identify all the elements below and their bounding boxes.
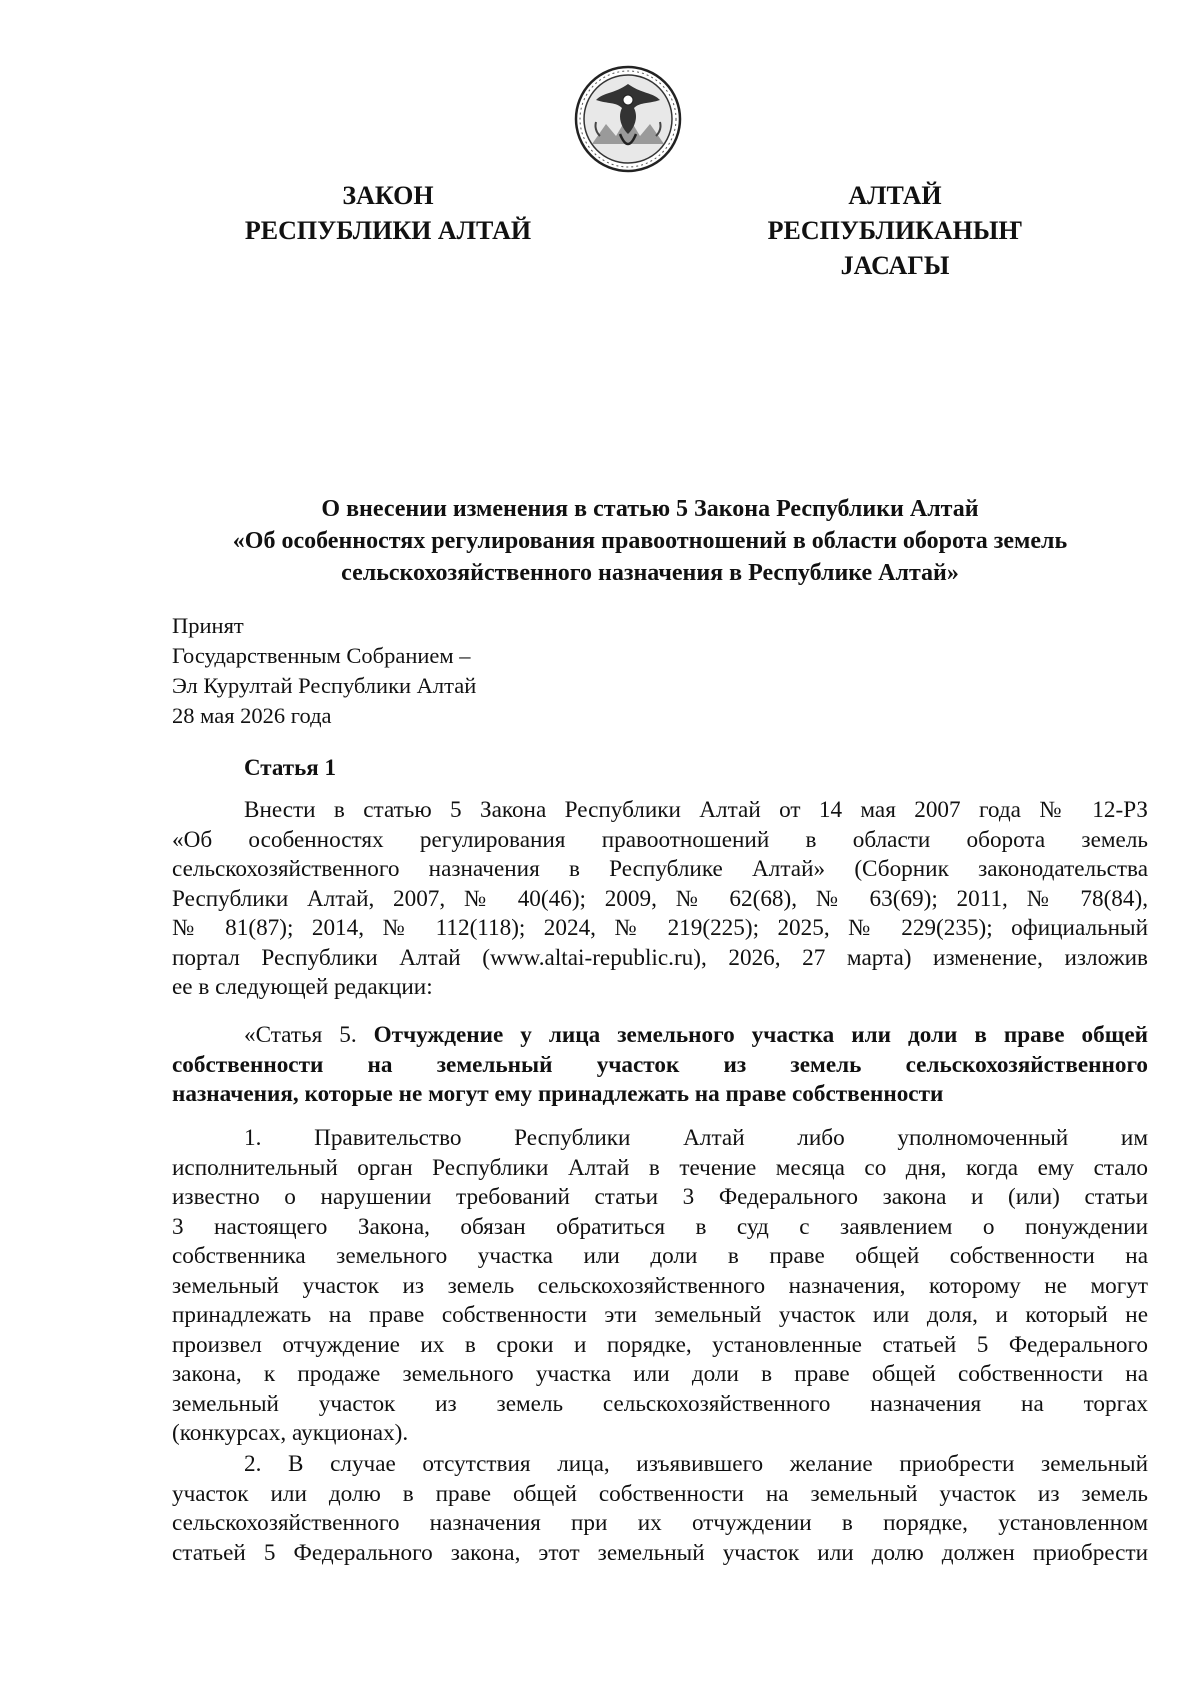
text-line: Республики Алтай, 2007, № 40(46); 2009, № 62(68), № 63(69); 2011, № 78(84), [172, 885, 1148, 912]
paragraph-amendment-intro [172, 796, 1148, 1003]
text-line: известно о нарушении требований статьи 3 Федерального закона и (или) статьи [172, 1184, 1148, 1210]
coat-of-arms-emblem [574, 64, 682, 174]
text-line: (конкурсах, аукционах). [172, 1420, 409, 1446]
text-line: произвел отчуждение их в сроки и порядке, установленные статьей 5 Федерального [172, 1331, 1148, 1358]
header-law-russian [238, 178, 538, 248]
text-line: 2. В случае отсутствия лица, изъявившего желание приобрести земельный [244, 1451, 1148, 1477]
title-line-3: сельскохозяйственного назначения в Республике Алтай» [341, 560, 959, 586]
text-line: принадлежать на праве собственности эти земельный участок или доля, и который не [172, 1302, 1148, 1328]
text-line: участок или долю в праве общей собственности на земельный участок из земель [172, 1480, 1148, 1507]
article-5-title-part: Отчуждение у лица земельного участка или доли в праве общей [373, 1022, 1148, 1048]
article-heading: Статья 1 [244, 755, 336, 780]
text-line: статьей 5 Федерального закона, этот земельный участок или долю должен приобрести [172, 1539, 1148, 1566]
text-line: 3 настоящего Закона, обязан обратиться в суд с заявлением о понуждении [172, 1213, 1148, 1240]
adopted-line-3: Эл Курултай Республики Алтай [172, 673, 477, 698]
text-line: портал Республики Алтай (www.altai-republic.ru), 2026, 27 марта) изменение, изложив [172, 944, 1148, 971]
title-line-1: О внесении изменения в статью 5 Закона Республики Алтай [321, 496, 979, 522]
text-line [172, 1051, 1148, 1081]
header-left-line-2: РЕСПУБЛИКИ АЛТАЙ [244, 216, 532, 245]
text-line: сельскохозяйственного назначения в Республике Алтай» (Сборник законодательства [172, 856, 1148, 882]
text-line: земельный участок из земель сельскохозяйственного назначения, которому не могут [172, 1272, 1148, 1299]
text-line [172, 1080, 1148, 1110]
paragraph-article-5-heading [172, 1021, 1148, 1110]
title-line-2: «Об особенностях регулирования правоотношений в области оборота земель [232, 528, 1068, 554]
text-line: 1. Правительство Республики Алтай либо уполномоченный им [244, 1125, 1148, 1151]
header-right-line-1: АЛТАЙ РЕСПУБЛИКАНЫҤ [767, 181, 1023, 245]
article-5-prefix: «Статья 5. [244, 1022, 374, 1048]
paragraph-clause-1 [172, 1124, 1148, 1449]
text-line: № 81(87); 2014, № 112(118); 2024, № 219(225); 2025, № 229(235); официальный [172, 915, 1148, 941]
document-title [170, 493, 1130, 589]
text-line: сельскохозяйственного назначения при их отчуждении в порядке, установленном [172, 1510, 1148, 1536]
text-line: земельный участок из земель сельскохозяйственного назначения на торгах [172, 1390, 1148, 1417]
article-5-title-part: назначения, которые не могут ему принадлежать на праве собственности [172, 1081, 944, 1107]
text-line [172, 1021, 1148, 1051]
text-line: «Об особенностях регулирования правоотношений в области оборота земель [172, 826, 1148, 853]
text-line: исполнительный орган Республики Алтай в течение месяца со дня, когда ему стало [172, 1154, 1148, 1181]
text-line: собственника земельного участка или доли в праве общей собственности на [172, 1243, 1148, 1269]
adopted-line-1: Принят [172, 613, 244, 638]
text-line: ее в следующей редакции: [172, 974, 433, 1000]
header-law-altai [735, 178, 1055, 283]
header-left-line-1: ЗАКОН [342, 181, 434, 210]
article-5-title-part: собственности на земельный участок из земель сельскохозяйственного [172, 1051, 1148, 1078]
paragraph-clause-2 [172, 1450, 1148, 1568]
text-line: Внести в статью 5 Закона Республики Алтай от 14 мая 2007 года № 12-РЗ [244, 797, 1148, 823]
adoption-block [172, 611, 476, 731]
header-right-line-2: ЈАСАГЫ [840, 251, 950, 280]
adopted-date: 28 мая 2026 года [172, 703, 332, 728]
text-line: закона, к продаже земельного участка или доли в праве общей собственности на [172, 1361, 1148, 1387]
adopted-line-2: Государственным Собранием – [172, 643, 471, 668]
